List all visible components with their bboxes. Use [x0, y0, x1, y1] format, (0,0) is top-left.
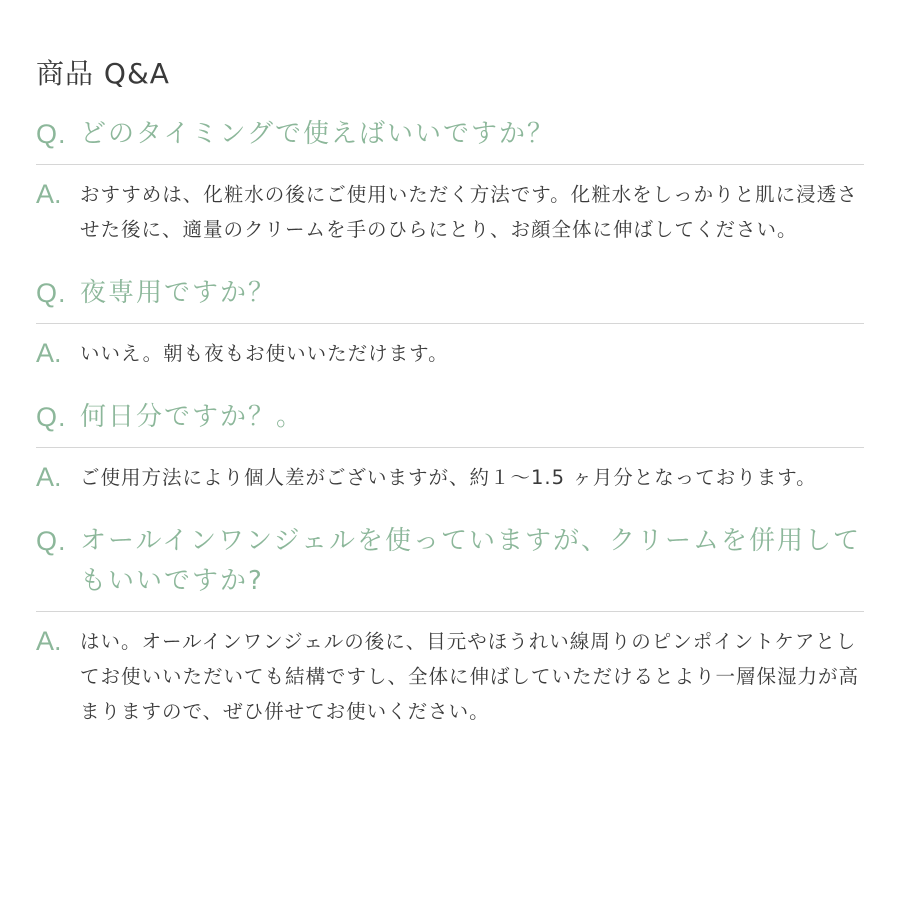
answer-marker: A. — [36, 462, 62, 492]
question-row — [36, 108, 864, 165]
question-row — [36, 267, 864, 324]
answer-marker: A. — [36, 338, 62, 368]
question-marker: Q. — [36, 526, 67, 556]
question-row — [36, 391, 864, 448]
question-marker: Q. — [36, 278, 67, 308]
question-text: 何日分ですか？。 — [80, 402, 305, 432]
page-title: 商品 Q&A — [36, 57, 170, 90]
question-text: 夜専用ですか？ — [80, 278, 277, 308]
question-marker: Q. — [36, 119, 67, 149]
qa-item — [36, 267, 864, 377]
answer-marker: A. — [36, 179, 62, 209]
qa-list — [36, 108, 864, 735]
qa-item — [36, 515, 864, 735]
question-marker: Q. — [36, 402, 67, 432]
answer-row — [36, 324, 864, 377]
answer-text: はい。オールインワンジェルの後に、目元やほうれい線周りのピンポイントケアとしてお使いいただいても結構ですし、全体に伸ばしていただけるとより一層保湿力が高まりますので、ぜひ併せてお使いください。 — [80, 630, 860, 723]
question-text: オールインワンジェルを使っていますが、クリームを併用してもいいですか? — [80, 526, 862, 596]
answer-text: ご使用方法により個人差がございますが、約１～1.5 ヶ月分となっております。 — [80, 466, 817, 489]
qa-item — [36, 108, 864, 253]
answer-row — [36, 448, 864, 501]
question-text: どのタイミングで使えばいいですか？ — [80, 119, 555, 149]
qa-item — [36, 391, 864, 501]
answer-text: おすすめは、化粧水の後にご使用いただく方法です。化粧水をしっかりと肌に浸透させた後に、適量のクリームを手のひらにとり、お顔全体に伸ばしてください。 — [80, 183, 858, 241]
answer-text: いいえ。朝も夜もお使いいただけます。 — [80, 342, 449, 365]
answer-row — [36, 612, 864, 735]
answer-row — [36, 165, 864, 253]
answer-marker: A. — [36, 626, 62, 656]
question-row — [36, 515, 864, 612]
